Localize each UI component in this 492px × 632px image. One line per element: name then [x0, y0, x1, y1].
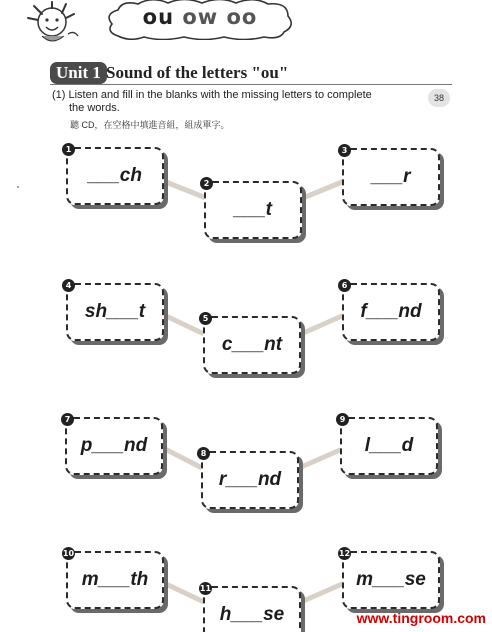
word-card-5[interactable] — [203, 316, 301, 374]
word-card-4[interactable] — [66, 283, 164, 341]
number-badge: 5 — [199, 312, 212, 325]
number-badge: 6 — [338, 279, 351, 292]
connector-11-12 — [301, 584, 342, 602]
number-badge: 11 — [199, 584, 212, 593]
number-badge: 8 — [197, 447, 210, 460]
site-watermark: www.tingroom.com — [356, 610, 486, 626]
word-blank: l___d — [364, 435, 414, 456]
word-card-10[interactable] — [62, 549, 164, 609]
number-badge: 12 — [338, 549, 351, 558]
audio-track-badge[interactable]: 38 — [428, 89, 450, 107]
word-card-3[interactable] — [342, 148, 440, 206]
word-blank: ___t — [233, 199, 273, 220]
word-card-2[interactable] — [204, 181, 302, 239]
word-card-12[interactable] — [338, 549, 440, 609]
unit-badge: Unit 1 — [50, 62, 107, 84]
connector-2-3 — [303, 182, 342, 198]
cloud-word-2: ow — [182, 5, 219, 29]
word-blank: m___se — [356, 569, 426, 590]
number-badge: 2 — [200, 177, 213, 190]
word-card-6[interactable] — [342, 283, 440, 341]
cloud-word-3: oo — [226, 5, 258, 29]
word-blank: ___r — [371, 166, 411, 187]
scan-speck — [17, 186, 19, 188]
unit-title: Sound of the letters "ou" — [106, 63, 289, 82]
cloud-word-1: ou — [142, 5, 175, 29]
number-badge: 3 — [338, 144, 351, 157]
word-blank: f___nd — [360, 301, 422, 322]
number-badge: 10 — [62, 549, 75, 558]
connector-8-9 — [299, 450, 340, 468]
word-blank: sh___t — [84, 301, 146, 322]
connector-5-6 — [301, 316, 342, 334]
instructions-line-2: the words. — [69, 102, 120, 114]
word-card-11[interactable] — [199, 584, 301, 632]
number-badge: 1 — [62, 143, 75, 156]
number-badge: 9 — [336, 413, 349, 426]
number-badge: 4 — [62, 279, 75, 292]
word-blank: r___nd — [218, 469, 282, 490]
word-blank: m___th — [81, 569, 149, 590]
word-card-8[interactable] — [201, 451, 299, 509]
word-card-7[interactable] — [65, 417, 163, 475]
word-card-1[interactable] — [66, 147, 164, 205]
word-blank: p___nd — [80, 435, 148, 456]
word-blank: c___nt — [221, 334, 283, 355]
instructions-line-1: (1) Listen and fill in the blanks with the missing letters to complete — [52, 89, 372, 101]
word-card-9[interactable] — [340, 417, 438, 475]
word-blank: ___ch — [88, 165, 142, 186]
word-blank: h___se — [219, 604, 285, 625]
instructions-zh: 聽 CD，在空格中填進音組，組成單字。 — [70, 120, 230, 130]
number-badge: 7 — [61, 413, 74, 426]
